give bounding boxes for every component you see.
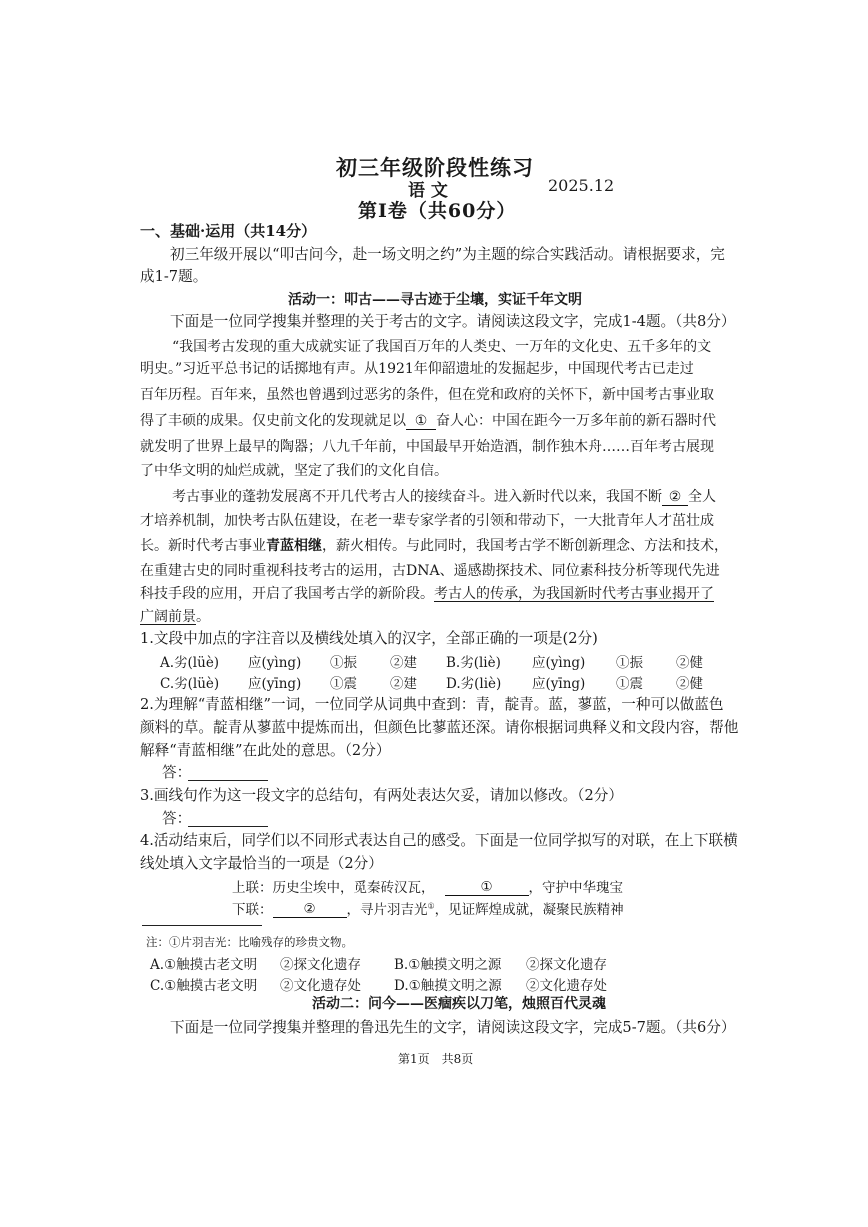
q1-option-c-1[interactable]: C.劣(lüè)	[160, 676, 220, 692]
passage-p2-line5	[140, 583, 714, 603]
passage-p2-line3-b: ，薪火相传。与此同时，我国考古学不断创新理念、方法和技术，	[322, 538, 728, 554]
q1-option-d-3: ①震	[616, 676, 643, 692]
passage-p2-line1-a: 考古事业的蓬勃发展离不开几代考古人的接续奋斗。进入新时代以来，我国不断	[172, 489, 662, 505]
q4-option-a-1[interactable]: A.①触摸古老文明	[150, 957, 258, 973]
question-4-line2: 线处填入文字最恰当的一项是（2分）	[140, 855, 383, 872]
couplet-lower-c: ，见证辉煌成就，凝聚民族精神	[434, 902, 624, 918]
passage-p2-line1-b: 全人	[688, 489, 716, 505]
q1-option-d-4: ②健	[676, 676, 703, 692]
exam-date: 2025.12	[548, 176, 615, 195]
footnote: 注：①片羽吉光：比喻残存的珍贵文物。	[146, 935, 353, 949]
passage-p1-line4-a: 得了丰硕的成果。仅史前文化的发现就足以	[140, 413, 406, 429]
section-heading: 一、基础·运用（共14分）	[140, 222, 317, 240]
q1-option-a-4: ②建	[390, 655, 417, 671]
answer-line-q2[interactable]	[188, 780, 268, 781]
couplet-upper-a: 上联：历史尘埃中，觅秦砖汉瓦，	[232, 880, 435, 896]
underlined-sentence-b: 广阔前景	[140, 609, 196, 625]
passage-p1-line4-b: 奋人心：中国在距今一万多年前的新石器时代	[436, 413, 716, 429]
couplet-lower	[232, 898, 624, 918]
couplet-lower-b: ，寻片羽吉光	[346, 902, 428, 918]
passage-p1-line3: 百年历程。百年来，虽然也曾遇到过恶劣的条件，但在党和政府的关怀下，新中国考古事业取	[140, 387, 714, 403]
q1-option-b-2: 应(yìng)	[532, 655, 586, 671]
blank-2[interactable]: ②	[662, 489, 688, 506]
question-4-line1: 4.活动结束后，同学们以不同形式表达自己的感受。下面是一位同学拟写的对联，在上下联横	[140, 832, 738, 849]
couplet-upper	[232, 876, 623, 896]
passage-p1-line1: “我国考古发现的重大成就实证了我国百万年的人类史、一万年的文化史、五千多年的文	[172, 339, 712, 355]
q4-option-d-2: ②文化遗存处	[526, 978, 607, 994]
answer-label-q2: 答：	[162, 764, 192, 781]
page-number: 第1页 共8页	[398, 1052, 474, 1066]
footnote-divider	[142, 925, 262, 926]
passage-p1-line5: 就发明了世界上最早的陶器；八九千年前，中国最早开始造酒，制作独木舟……百年考古展现	[140, 439, 714, 455]
couplet-upper-blank[interactable]: ①	[445, 879, 529, 896]
q1-option-a-1[interactable]: A.劣(lüè)	[160, 655, 220, 671]
passage-p1-line2: 明史。”习近平总书记的话掷地有声。从1921年仰韶遗址的发掘起步，中国现代考古已走过	[140, 361, 694, 377]
q1-option-b-4: ②健	[676, 655, 703, 671]
passage-p2-line6	[140, 606, 210, 626]
activity2-instruction: 下面是一位同学搜集并整理的鲁迅先生的文字，请阅读这段文字，完成5-7题。（共6分）	[170, 1019, 736, 1036]
q1-option-b-3: ①振	[616, 655, 643, 671]
underlined-sentence-a: 考古人的传承，为我国新时代考古事业揭开了	[434, 586, 714, 602]
passage-p2-line2: 才培养机制，加快考古队伍建设，在老一辈专家学者的引领和带动下，一大批青年人才茁壮成	[140, 513, 714, 529]
question-2-line3: 解释“青蓝相继”在此处的意思。（2分）	[140, 742, 391, 759]
answer-label-q3: 答：	[162, 810, 192, 827]
passage-p2-line6-end: 。	[196, 609, 210, 625]
q1-option-a-3: ①振	[330, 655, 357, 671]
passage-p2-line3-a: 长。新时代考古事业	[140, 538, 266, 554]
subject-label: 语 文	[408, 181, 448, 201]
passage-p1-line4	[140, 410, 716, 430]
q1-option-a-2: 应(yìng)	[248, 655, 302, 671]
activity1-instruction: 下面是一位同学搜集并整理的关于考古的文字。请阅读这段文字，完成1-4题。（共8分）	[170, 313, 736, 330]
footnote-marker: ①	[427, 901, 435, 911]
passage-p2-line1	[172, 486, 716, 506]
q4-option-c-1[interactable]: C.①触摸古老文明	[150, 978, 258, 994]
q4-option-b-1[interactable]: B.①触摸文明之源	[394, 957, 502, 973]
couplet-lower-a: 下联：	[232, 902, 273, 918]
q1-option-d-2: 应(yīng)	[532, 676, 586, 692]
couplet-lower-blank[interactable]: ②	[273, 901, 347, 918]
q1-option-c-2: 应(yīng)	[248, 676, 302, 692]
couplet-upper-b: ，守护中华瑰宝	[528, 880, 623, 896]
q1-option-b-1[interactable]: B.劣(liè)	[446, 655, 501, 671]
passage-p2-line3	[140, 535, 728, 555]
intro-line-1: 初三年级开展以“叩古问今，赴一场文明之约”为主题的综合实践活动。请根据要求，完	[170, 246, 725, 263]
question-3: 3.画线句作为这一段文字的总结句，有两处表达欠妥，请加以修改。（2分）	[140, 787, 623, 804]
passage-p1-line6: 了中华文明的灿烂成就，坚定了我们的文化自信。	[140, 463, 448, 479]
activity1-title: 活动一：叩古——寻古迹于尘壤，实证千年文明	[288, 292, 582, 308]
activity2-title: 活动二：问今——医痼疾以刀笔，烛照百代灵魂	[312, 996, 606, 1012]
question-2-line2: 颜料的草。靛青从蓼蓝中提炼而出，但颜色比蓼蓝还深。请你根据词典释义和文段内容，帮他	[140, 719, 739, 736]
exam-title: 初三年级阶段性练习	[336, 155, 534, 180]
intro-line-2: 成1-7题。	[140, 268, 208, 285]
q1-option-c-3: ①震	[330, 676, 357, 692]
q1-option-c-4: ②建	[390, 676, 417, 692]
q4-option-c-2: ②文化遗存处	[280, 978, 361, 994]
highlight-phrase: 青蓝相继	[266, 538, 322, 554]
answer-line-q3[interactable]	[188, 826, 268, 827]
q4-option-a-2: ②探文化遗存	[280, 957, 361, 973]
question-1: 1.文段中加点的字注音以及横线处填入的汉字，全部正确的一项是(2分)	[140, 630, 598, 647]
passage-p2-line4: 在重建古史的同时重视科技考古的运用，古DNA、遥感勘探技术、同位素科技分析等现代先进	[140, 563, 720, 579]
q1-option-d-1[interactable]: D.劣(liè)	[446, 676, 502, 692]
q4-option-b-2: ②探文化遗存	[526, 957, 607, 973]
volume-title: 第Ⅰ卷（共60分）	[358, 200, 517, 222]
q4-option-d-1[interactable]: D.①触摸文明之源	[394, 978, 502, 994]
passage-p2-line5-a: 科技手段的应用，开启了我国考古学的新阶段。	[140, 586, 434, 602]
question-2-line1: 2.为理解“青蓝相继”一词，一位同学从词典中查到：青，靛青。蓝，蓼蓝，一种可以做蓝色	[140, 696, 724, 713]
blank-1[interactable]: ①	[406, 413, 436, 430]
